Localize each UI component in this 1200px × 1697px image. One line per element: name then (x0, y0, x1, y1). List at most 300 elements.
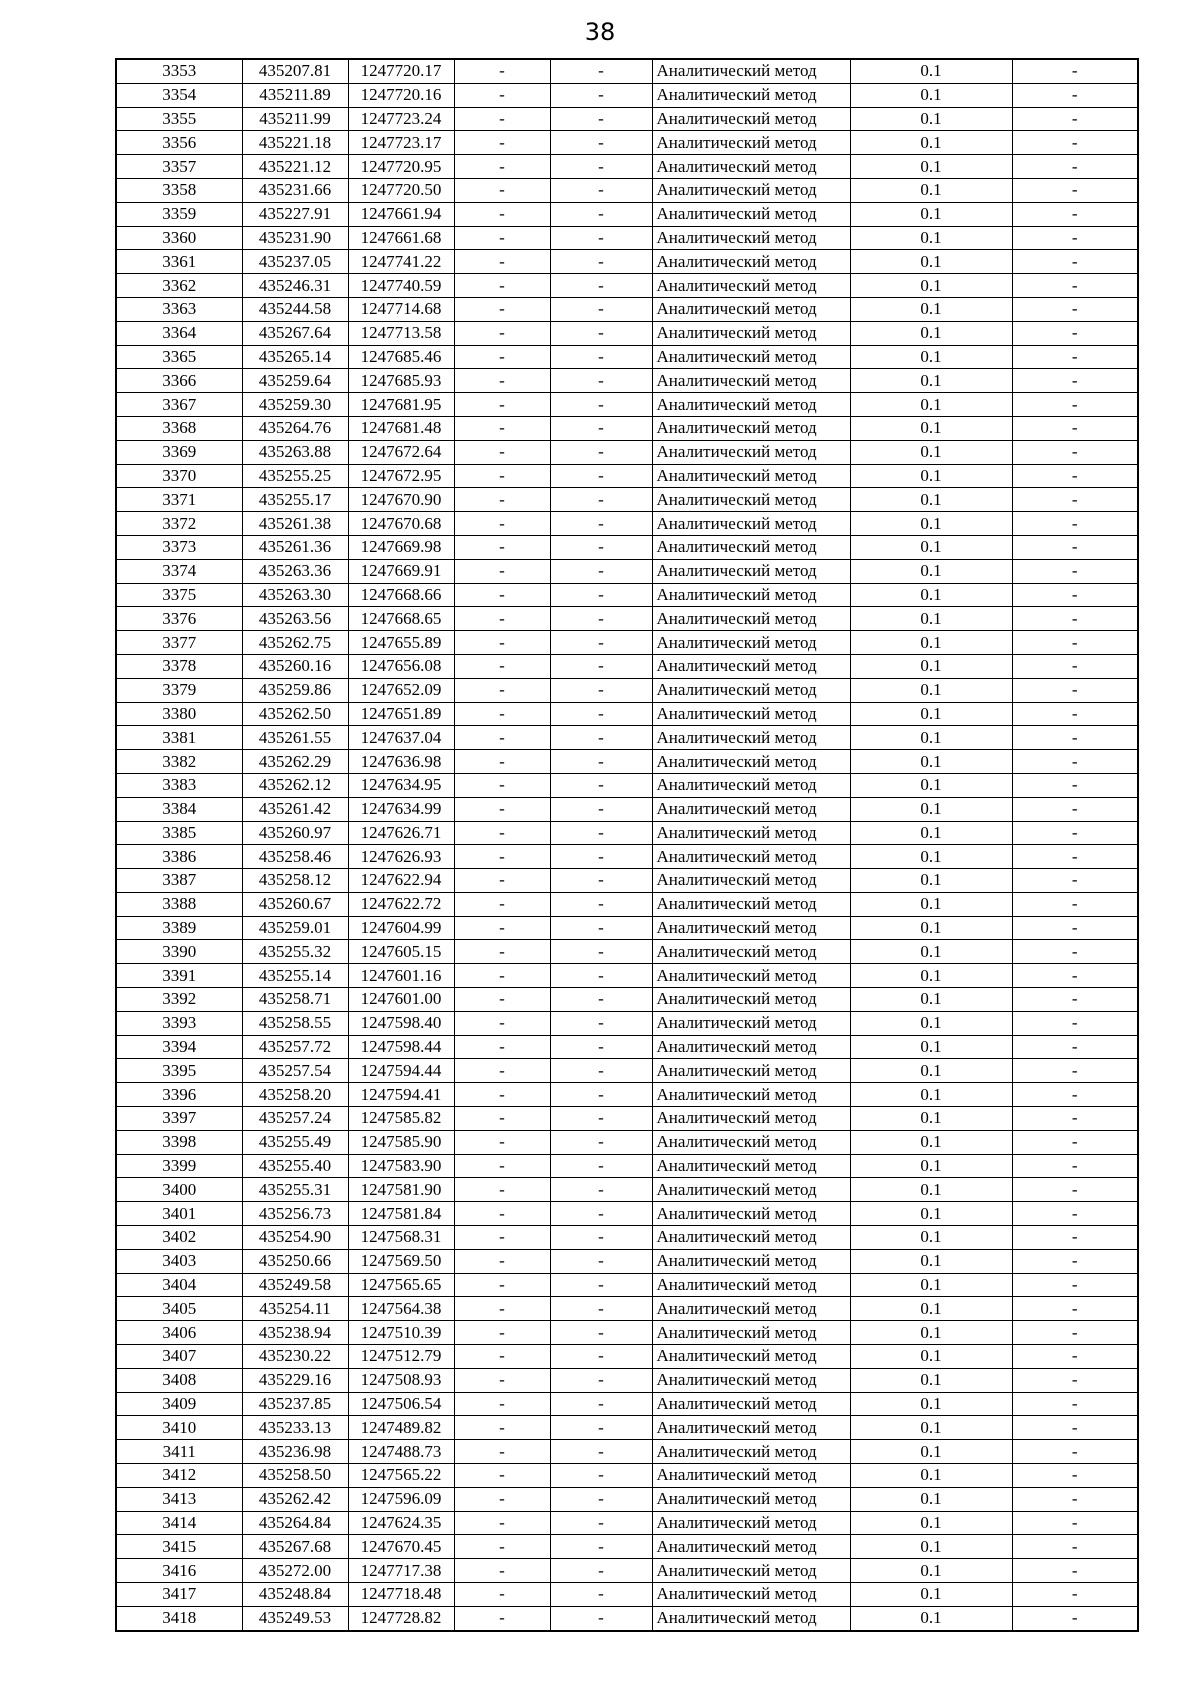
empty-value-cell: - (1012, 726, 1138, 750)
y-coordinate-cell: 1247488.73 (348, 1440, 454, 1464)
y-coordinate-cell: 1247626.93 (348, 845, 454, 869)
empty-value-cell: - (1012, 869, 1138, 893)
empty-value-cell: - (550, 916, 652, 940)
x-coordinate-cell: 435249.53 (242, 1606, 348, 1630)
y-coordinate-cell: 1247720.16 (348, 83, 454, 107)
point-number-cell: 3378 (116, 654, 242, 678)
empty-value-cell: - (1012, 440, 1138, 464)
y-coordinate-cell: 1247720.95 (348, 155, 454, 179)
point-number-cell: 3398 (116, 1130, 242, 1154)
table-row (116, 845, 1138, 869)
precision-cell: 0.1 (850, 821, 1012, 845)
table-row (116, 202, 1138, 226)
empty-value-cell: - (550, 988, 652, 1012)
empty-value-cell: - (550, 797, 652, 821)
point-number-cell: 3395 (116, 1059, 242, 1083)
empty-value-cell: - (550, 464, 652, 488)
precision-cell: 0.1 (850, 1583, 1012, 1607)
precision-cell: 0.1 (850, 464, 1012, 488)
table-row (116, 107, 1138, 131)
point-number-cell: 3355 (116, 107, 242, 131)
empty-value-cell: - (550, 1273, 652, 1297)
point-number-cell: 3385 (116, 821, 242, 845)
empty-value-cell: - (550, 892, 652, 916)
empty-value-cell: - (1012, 583, 1138, 607)
table-row (116, 1464, 1138, 1488)
empty-value-cell: - (550, 845, 652, 869)
empty-value-cell: - (550, 1464, 652, 1488)
x-coordinate-cell: 435260.67 (242, 892, 348, 916)
point-number-cell: 3409 (116, 1392, 242, 1416)
empty-value-cell: - (454, 1297, 550, 1321)
table-row (116, 1392, 1138, 1416)
empty-value-cell: - (1012, 1035, 1138, 1059)
y-coordinate-cell: 1247585.90 (348, 1130, 454, 1154)
y-coordinate-cell: 1247594.41 (348, 1083, 454, 1107)
method-cell: Аналитический метод (652, 131, 850, 155)
precision-cell: 0.1 (850, 1059, 1012, 1083)
y-coordinate-cell: 1247670.45 (348, 1535, 454, 1559)
x-coordinate-cell: 435259.86 (242, 678, 348, 702)
y-coordinate-cell: 1247713.58 (348, 321, 454, 345)
method-cell: Аналитический метод (652, 964, 850, 988)
table-row (116, 297, 1138, 321)
point-number-cell: 3403 (116, 1249, 242, 1273)
table-row (116, 1487, 1138, 1511)
point-number-cell: 3418 (116, 1606, 242, 1630)
point-number-cell: 3363 (116, 297, 242, 321)
method-cell: Аналитический метод (652, 321, 850, 345)
empty-value-cell: - (550, 869, 652, 893)
point-number-cell: 3386 (116, 845, 242, 869)
empty-value-cell: - (454, 1392, 550, 1416)
table-row (116, 607, 1138, 631)
precision-cell: 0.1 (850, 369, 1012, 393)
point-number-cell: 3407 (116, 1345, 242, 1369)
method-cell: Аналитический метод (652, 440, 850, 464)
precision-cell: 0.1 (850, 393, 1012, 417)
x-coordinate-cell: 435257.24 (242, 1107, 348, 1131)
empty-value-cell: - (550, 1606, 652, 1630)
precision-cell: 0.1 (850, 535, 1012, 559)
empty-value-cell: - (550, 59, 652, 83)
empty-value-cell: - (1012, 535, 1138, 559)
y-coordinate-cell: 1247601.16 (348, 964, 454, 988)
y-coordinate-cell: 1247656.08 (348, 654, 454, 678)
method-cell: Аналитический метод (652, 678, 850, 702)
table-row (116, 750, 1138, 774)
precision-cell: 0.1 (850, 869, 1012, 893)
method-cell: Аналитический метод (652, 274, 850, 298)
precision-cell: 0.1 (850, 1511, 1012, 1535)
x-coordinate-cell: 435207.81 (242, 59, 348, 83)
empty-value-cell: - (454, 750, 550, 774)
empty-value-cell: - (454, 321, 550, 345)
empty-value-cell: - (1012, 797, 1138, 821)
point-number-cell: 3410 (116, 1416, 242, 1440)
method-cell: Аналитический метод (652, 369, 850, 393)
point-number-cell: 3359 (116, 202, 242, 226)
method-cell: Аналитический метод (652, 607, 850, 631)
table-row (116, 369, 1138, 393)
method-cell: Аналитический метод (652, 1392, 850, 1416)
point-number-cell: 3415 (116, 1535, 242, 1559)
empty-value-cell: - (454, 345, 550, 369)
point-number-cell: 3361 (116, 250, 242, 274)
y-coordinate-cell: 1247512.79 (348, 1345, 454, 1369)
precision-cell: 0.1 (850, 797, 1012, 821)
table-row (116, 1297, 1138, 1321)
x-coordinate-cell: 435211.99 (242, 107, 348, 131)
method-cell: Аналитический метод (652, 393, 850, 417)
y-coordinate-cell: 1247720.50 (348, 178, 454, 202)
x-coordinate-cell: 435263.30 (242, 583, 348, 607)
method-cell: Аналитический метод (652, 1178, 850, 1202)
precision-cell: 0.1 (850, 1035, 1012, 1059)
empty-value-cell: - (550, 1416, 652, 1440)
method-cell: Аналитический метод (652, 869, 850, 893)
precision-cell: 0.1 (850, 1202, 1012, 1226)
table-row (116, 988, 1138, 1012)
empty-value-cell: - (550, 1559, 652, 1583)
point-number-cell: 3388 (116, 892, 242, 916)
table-row (116, 226, 1138, 250)
empty-value-cell: - (1012, 964, 1138, 988)
empty-value-cell: - (454, 702, 550, 726)
empty-value-cell: - (454, 226, 550, 250)
y-coordinate-cell: 1247604.99 (348, 916, 454, 940)
table-row (116, 131, 1138, 155)
y-coordinate-cell: 1247669.98 (348, 535, 454, 559)
table-row (116, 1273, 1138, 1297)
empty-value-cell: - (1012, 416, 1138, 440)
precision-cell: 0.1 (850, 631, 1012, 655)
precision-cell: 0.1 (850, 845, 1012, 869)
table-row (116, 1559, 1138, 1583)
x-coordinate-cell: 435262.12 (242, 773, 348, 797)
point-number-cell: 3413 (116, 1487, 242, 1511)
point-number-cell: 3384 (116, 797, 242, 821)
table-row (116, 155, 1138, 179)
point-number-cell: 3377 (116, 631, 242, 655)
point-number-cell: 3364 (116, 321, 242, 345)
method-cell: Аналитический метод (652, 297, 850, 321)
point-number-cell: 3375 (116, 583, 242, 607)
empty-value-cell: - (1012, 226, 1138, 250)
empty-value-cell: - (550, 1368, 652, 1392)
method-cell: Аналитический метод (652, 1416, 850, 1440)
method-cell: Аналитический метод (652, 1202, 850, 1226)
method-cell: Аналитический метод (652, 892, 850, 916)
x-coordinate-cell: 435257.72 (242, 1035, 348, 1059)
x-coordinate-cell: 435255.40 (242, 1154, 348, 1178)
empty-value-cell: - (550, 1059, 652, 1083)
table-row (116, 1249, 1138, 1273)
method-cell: Аналитический метод (652, 83, 850, 107)
precision-cell: 0.1 (850, 916, 1012, 940)
y-coordinate-cell: 1247596.09 (348, 1487, 454, 1511)
table-row (116, 393, 1138, 417)
empty-value-cell: - (1012, 845, 1138, 869)
precision-cell: 0.1 (850, 1368, 1012, 1392)
method-cell: Аналитический метод (652, 1297, 850, 1321)
point-number-cell: 3412 (116, 1464, 242, 1488)
empty-value-cell: - (454, 488, 550, 512)
method-cell: Аналитический метод (652, 1083, 850, 1107)
empty-value-cell: - (550, 940, 652, 964)
precision-cell: 0.1 (850, 607, 1012, 631)
method-cell: Аналитический метод (652, 464, 850, 488)
x-coordinate-cell: 435258.12 (242, 869, 348, 893)
y-coordinate-cell: 1247622.94 (348, 869, 454, 893)
precision-cell: 0.1 (850, 1249, 1012, 1273)
y-coordinate-cell: 1247668.65 (348, 607, 454, 631)
empty-value-cell: - (454, 535, 550, 559)
empty-value-cell: - (550, 1535, 652, 1559)
table-row (116, 726, 1138, 750)
point-number-cell: 3405 (116, 1297, 242, 1321)
empty-value-cell: - (550, 369, 652, 393)
method-cell: Аналитический метод (652, 1511, 850, 1535)
point-number-cell: 3356 (116, 131, 242, 155)
x-coordinate-cell: 435221.12 (242, 155, 348, 179)
table-row (116, 1416, 1138, 1440)
precision-cell: 0.1 (850, 1464, 1012, 1488)
x-coordinate-cell: 435262.75 (242, 631, 348, 655)
point-number-cell: 3396 (116, 1083, 242, 1107)
empty-value-cell: - (1012, 1107, 1138, 1131)
empty-value-cell: - (550, 1249, 652, 1273)
empty-value-cell: - (454, 1059, 550, 1083)
precision-cell: 0.1 (850, 1440, 1012, 1464)
x-coordinate-cell: 435231.66 (242, 178, 348, 202)
method-cell: Аналитический метод (652, 940, 850, 964)
empty-value-cell: - (550, 250, 652, 274)
empty-value-cell: - (550, 393, 652, 417)
empty-value-cell: - (454, 107, 550, 131)
table-row (116, 416, 1138, 440)
empty-value-cell: - (454, 1273, 550, 1297)
point-number-cell: 3389 (116, 916, 242, 940)
empty-value-cell: - (550, 559, 652, 583)
precision-cell: 0.1 (850, 1606, 1012, 1630)
x-coordinate-cell: 435260.97 (242, 821, 348, 845)
table-row (116, 1178, 1138, 1202)
empty-value-cell: - (454, 1345, 550, 1369)
table-row (116, 1345, 1138, 1369)
empty-value-cell: - (454, 59, 550, 83)
method-cell: Аналитический метод (652, 345, 850, 369)
x-coordinate-cell: 435250.66 (242, 1249, 348, 1273)
table-row (116, 583, 1138, 607)
method-cell: Аналитический метод (652, 1535, 850, 1559)
precision-cell: 0.1 (850, 1178, 1012, 1202)
point-number-cell: 3393 (116, 1011, 242, 1035)
method-cell: Аналитический метод (652, 1226, 850, 1250)
precision-cell: 0.1 (850, 726, 1012, 750)
x-coordinate-cell: 435261.55 (242, 726, 348, 750)
method-cell: Аналитический метод (652, 1273, 850, 1297)
empty-value-cell: - (1012, 1368, 1138, 1392)
empty-value-cell: - (454, 1464, 550, 1488)
precision-cell: 0.1 (850, 773, 1012, 797)
point-number-cell: 3411 (116, 1440, 242, 1464)
x-coordinate-cell: 435263.88 (242, 440, 348, 464)
point-number-cell: 3416 (116, 1559, 242, 1583)
y-coordinate-cell: 1247568.31 (348, 1226, 454, 1250)
empty-value-cell: - (550, 1083, 652, 1107)
x-coordinate-cell: 435258.71 (242, 988, 348, 1012)
y-coordinate-cell: 1247740.59 (348, 274, 454, 298)
method-cell: Аналитический метод (652, 916, 850, 940)
precision-cell: 0.1 (850, 440, 1012, 464)
empty-value-cell: - (550, 631, 652, 655)
empty-value-cell: - (550, 583, 652, 607)
point-number-cell: 3392 (116, 988, 242, 1012)
y-coordinate-cell: 1247681.95 (348, 393, 454, 417)
empty-value-cell: - (454, 274, 550, 298)
precision-cell: 0.1 (850, 1226, 1012, 1250)
table-row (116, 892, 1138, 916)
empty-value-cell: - (454, 1154, 550, 1178)
method-cell: Аналитический метод (652, 1130, 850, 1154)
point-number-cell: 3367 (116, 393, 242, 417)
empty-value-cell: - (550, 1511, 652, 1535)
point-number-cell: 3368 (116, 416, 242, 440)
x-coordinate-cell: 435258.55 (242, 1011, 348, 1035)
method-cell: Аналитический метод (652, 821, 850, 845)
empty-value-cell: - (1012, 369, 1138, 393)
table-row (116, 654, 1138, 678)
empty-value-cell: - (1012, 1464, 1138, 1488)
empty-value-cell: - (1012, 916, 1138, 940)
point-number-cell: 3394 (116, 1035, 242, 1059)
precision-cell: 0.1 (850, 1345, 1012, 1369)
y-coordinate-cell: 1247598.44 (348, 1035, 454, 1059)
precision-cell: 0.1 (850, 1130, 1012, 1154)
precision-cell: 0.1 (850, 988, 1012, 1012)
empty-value-cell: - (1012, 1487, 1138, 1511)
point-number-cell: 3399 (116, 1154, 242, 1178)
y-coordinate-cell: 1247508.93 (348, 1368, 454, 1392)
empty-value-cell: - (1012, 821, 1138, 845)
x-coordinate-cell: 435231.90 (242, 226, 348, 250)
y-coordinate-cell: 1247655.89 (348, 631, 454, 655)
empty-value-cell: - (550, 1035, 652, 1059)
precision-cell: 0.1 (850, 1392, 1012, 1416)
y-coordinate-cell: 1247672.64 (348, 440, 454, 464)
page-number: 38 (584, 18, 616, 46)
empty-value-cell: - (454, 1583, 550, 1607)
precision-cell: 0.1 (850, 155, 1012, 179)
y-coordinate-cell: 1247670.68 (348, 512, 454, 536)
y-coordinate-cell: 1247510.39 (348, 1321, 454, 1345)
empty-value-cell: - (1012, 59, 1138, 83)
empty-value-cell: - (1012, 1273, 1138, 1297)
table-row (116, 1130, 1138, 1154)
y-coordinate-cell: 1247598.40 (348, 1011, 454, 1035)
x-coordinate-cell: 435267.64 (242, 321, 348, 345)
empty-value-cell: - (454, 1130, 550, 1154)
precision-cell: 0.1 (850, 702, 1012, 726)
empty-value-cell: - (1012, 702, 1138, 726)
method-cell: Аналитический метод (652, 559, 850, 583)
empty-value-cell: - (550, 607, 652, 631)
point-number-cell: 3391 (116, 964, 242, 988)
point-number-cell: 3390 (116, 940, 242, 964)
empty-value-cell: - (454, 892, 550, 916)
method-cell: Аналитический метод (652, 1606, 850, 1630)
method-cell: Аналитический метод (652, 250, 850, 274)
x-coordinate-cell: 435254.11 (242, 1297, 348, 1321)
x-coordinate-cell: 435262.29 (242, 750, 348, 774)
empty-value-cell: - (550, 1583, 652, 1607)
x-coordinate-cell: 435259.30 (242, 393, 348, 417)
empty-value-cell: - (454, 416, 550, 440)
empty-value-cell: - (550, 1226, 652, 1250)
method-cell: Аналитический метод (652, 59, 850, 83)
x-coordinate-cell: 435227.91 (242, 202, 348, 226)
point-number-cell: 3371 (116, 488, 242, 512)
empty-value-cell: - (1012, 131, 1138, 155)
point-number-cell: 3369 (116, 440, 242, 464)
empty-value-cell: - (1012, 1249, 1138, 1273)
y-coordinate-cell: 1247583.90 (348, 1154, 454, 1178)
empty-value-cell: - (454, 559, 550, 583)
y-coordinate-cell: 1247594.44 (348, 1059, 454, 1083)
empty-value-cell: - (1012, 940, 1138, 964)
y-coordinate-cell: 1247661.68 (348, 226, 454, 250)
empty-value-cell: - (550, 1130, 652, 1154)
table-row (116, 1202, 1138, 1226)
empty-value-cell: - (454, 1321, 550, 1345)
empty-value-cell: - (454, 131, 550, 155)
point-number-cell: 3373 (116, 535, 242, 559)
empty-value-cell: - (454, 440, 550, 464)
method-cell: Аналитический метод (652, 1249, 850, 1273)
x-coordinate-cell: 435258.20 (242, 1083, 348, 1107)
empty-value-cell: - (1012, 559, 1138, 583)
precision-cell: 0.1 (850, 178, 1012, 202)
precision-cell: 0.1 (850, 107, 1012, 131)
point-number-cell: 3387 (116, 869, 242, 893)
x-coordinate-cell: 435261.42 (242, 797, 348, 821)
empty-value-cell: - (550, 226, 652, 250)
table-row (116, 1059, 1138, 1083)
empty-value-cell: - (1012, 1178, 1138, 1202)
empty-value-cell: - (454, 1440, 550, 1464)
x-coordinate-cell: 435211.89 (242, 83, 348, 107)
table-row (116, 274, 1138, 298)
empty-value-cell: - (1012, 773, 1138, 797)
x-coordinate-cell: 435238.94 (242, 1321, 348, 1345)
x-coordinate-cell: 435259.01 (242, 916, 348, 940)
precision-cell: 0.1 (850, 1535, 1012, 1559)
empty-value-cell: - (454, 1202, 550, 1226)
empty-value-cell: - (550, 1345, 652, 1369)
empty-value-cell: - (454, 1535, 550, 1559)
point-number-cell: 3365 (116, 345, 242, 369)
empty-value-cell: - (550, 202, 652, 226)
empty-value-cell: - (550, 1011, 652, 1035)
empty-value-cell: - (550, 1178, 652, 1202)
method-cell: Аналитический метод (652, 1583, 850, 1607)
y-coordinate-cell: 1247714.68 (348, 297, 454, 321)
empty-value-cell: - (1012, 1202, 1138, 1226)
point-number-cell: 3382 (116, 750, 242, 774)
precision-cell: 0.1 (850, 1154, 1012, 1178)
empty-value-cell: - (454, 773, 550, 797)
